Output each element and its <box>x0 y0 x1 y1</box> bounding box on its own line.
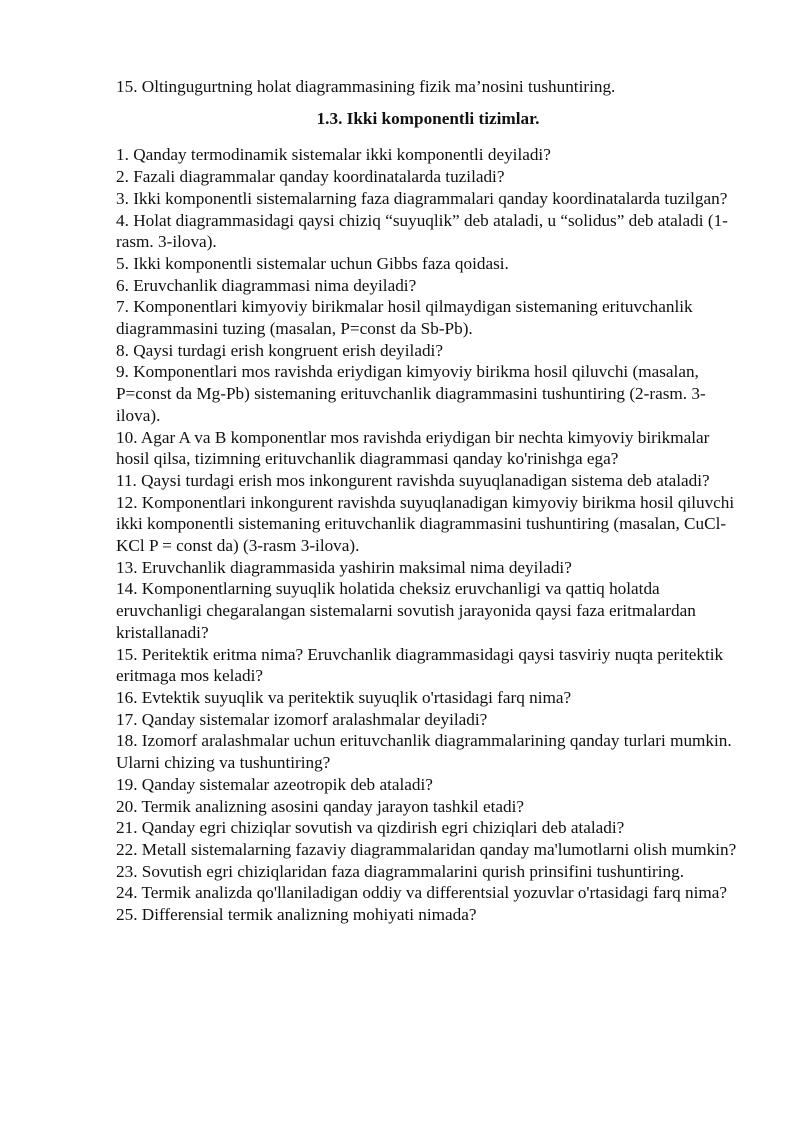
question-item: 20. Termik analizning asosini qanday jarayon tashkil etadi? <box>116 796 525 816</box>
question-item: 3. Ikki komponentli sistemalarning faza diagrammalari qanday koordinatalarda tuzilgan? <box>116 188 728 208</box>
question-item: 2. Fazali diagrammalar qanday koordinatalarda tuziladi? <box>116 167 505 187</box>
question-item: 7. Komponentlari kimyoviy birikmalar hosil qilmaydigan sistemaning erituvchanlik diagrammasini tuzing (masalan, P=const da Sb-Pb). <box>116 297 693 339</box>
question-item: 17. Qanday sistemalar izomorf aralashmalar deyiladi? <box>116 709 488 729</box>
question-item: 14. Komponentlarning suyuqlik holatida cheksiz eruvchanligi va qattiq holatda eruvchanligi chegaralangan sistemalarni sovutish jarayonida qaysi faza eritmalardan kristallanadi? <box>116 579 696 642</box>
question-item: 19. Qanday sistemalar azeotropik deb ataladi? <box>116 774 433 794</box>
question-item: 11. Qaysi turdagi erish mos inkongurent ravishda suyuqlanadigan sistema deb ataladi? <box>116 470 710 490</box>
question-item: 4. Holat diagrammasidagi qaysi chiziq “suyuqlik” deb ataladi, u “solidus” deb ataladi (1-rasm. 3-ilova). <box>116 210 728 252</box>
section-title: 1.3. Ikki komponentli tizimlar. <box>316 108 540 128</box>
question-list <box>116 144 740 925</box>
question-item: 1. Qanday termodinamik sistemalar ikki komponentli deyiladi? <box>116 145 551 165</box>
intro-question: 15. Oltingugurtning holat diagrammasining fizik ma’nosini tushuntiring. <box>116 77 616 96</box>
question-item: 22. Metall sistemalarning fazaviy diagrammalaridan qanday ma'lumotlarni olish mumkin? <box>116 839 737 859</box>
question-item: 23. Sovutish egri chiziqlaridan faza diagrammalarini qurish prinsifini tushuntiring. <box>116 861 685 881</box>
question-item: 9. Komponentlari mos ravishda eriydigan kimyoviy birikma hosil qiluvchi (masalan, P=const da Mg-Pb) sistemaning erituvchanlik diagrammasini tushuntiring (2-rasm. 3-ilova). <box>116 362 706 425</box>
question-item: 16. Evtektik suyuqlik va peritektik suyuqlik o'rtasidagi farq nima? <box>116 687 572 707</box>
question-item: 8. Qaysi turdagi erish kongruent erish deyiladi? <box>116 340 443 360</box>
question-item: 15. Peritektik eritma nima? Eruvchanlik diagrammasidagi qaysi tasviriy nuqta peritektik eritmaga mos keladi? <box>116 644 724 686</box>
question-item: 25. Differensial termik analizning mohiyati nimada? <box>116 905 477 925</box>
question-item: 6. Eruvchanlik diagrammasi nima deyiladi? <box>116 275 417 295</box>
question-item: 5. Ikki komponentli sistemalar uchun Gibbs faza qoidasi. <box>116 253 509 273</box>
question-item: 13. Eruvchanlik diagrammasida yashirin maksimal nima deyiladi? <box>116 557 572 577</box>
question-item: 18. Izomorf aralashmalar uchun erituvchanlik diagrammalarining qanday turlari mumkin. Ularni chizing va tushuntiring? <box>116 731 732 773</box>
question-item: 24. Termik analizda qo'llaniladigan oddiy va differentsial yozuvlar o'rtasidagi farq nima? <box>116 883 727 903</box>
question-item: 12. Komponentlari inkongurent ravishda suyuqlanadigan kimyoviy birikma hosil qiluvchi ikki komponentli sistemaning erituvchanlik diagrammasini tushuntiring (masalan, CuCl-KCl P = const da) (3-rasm 3-ilova). <box>116 492 735 556</box>
question-item: 10. Agar A va B komponentlar mos ravishda eriydigan bir nechta kimyoviy birikmalar hosil qilsa, tizimning erituvchanlik diagrammasi qanday ko'rinishga ega? <box>116 427 710 469</box>
question-item: 21. Qanday egri chiziqlar sovutish va qizdirish egri chiziqlari deb ataladi? <box>116 818 625 838</box>
document-page <box>116 76 740 926</box>
